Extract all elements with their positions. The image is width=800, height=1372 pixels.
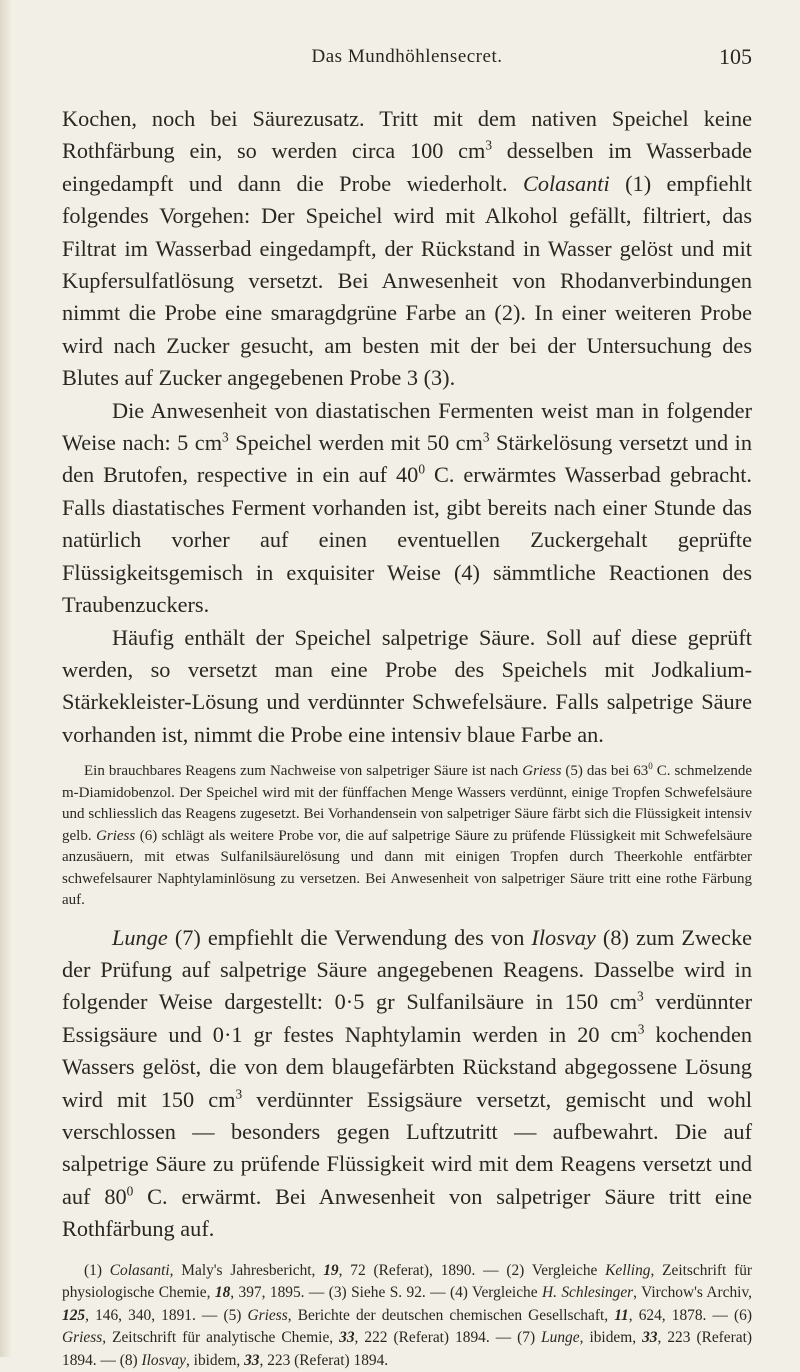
author-name: Griess	[62, 1329, 103, 1347]
text-run: Kochen, noch bei Säurezusatz. Tritt mit dem nativen Speichel keine Rothfärbung ein, so werden circa 100 cm	[62, 106, 752, 164]
text-run: , Zeitschrift für analytische Chemie,	[102, 1329, 340, 1347]
text-run: (7) empfiehlt die Verwendung des von	[167, 924, 532, 950]
volume-number: 18	[214, 1284, 231, 1302]
superscript: 0	[418, 462, 426, 478]
paragraph-2	[62, 395, 752, 622]
author-name: Griess	[247, 1306, 288, 1324]
text-run: , 222 (Referat) 1894. — (7)	[354, 1329, 542, 1347]
text-run: , 223 (Referat) 1894. — (8)	[62, 1329, 752, 1369]
author-name: Colasanti	[109, 1261, 170, 1279]
text-run: Ein brauchbares Reagens zum Nachweise von salpetriger Säure ist nach	[84, 763, 523, 780]
author-name: Ilosvay	[531, 924, 596, 950]
superscript: 3	[485, 137, 493, 153]
text-run: , 223 (Referat) 1894.	[259, 1351, 389, 1369]
text-run: , ibidem,	[579, 1329, 643, 1347]
author-name: Kelling	[605, 1261, 651, 1279]
text-run: , ibidem,	[185, 1351, 245, 1369]
text-run: Stärkelösung versetzt und in den Brutofen, respective in ein auf 40	[62, 430, 752, 488]
author-name: Lunge	[112, 924, 168, 950]
text-run: (5) das bei 63	[561, 763, 649, 780]
text-run: C. schmelzende m-Diamidobenzol. Der Speichel wird mit der fünffachen Menge Wassers verdünnt, einige Tropfen Schwefelsäure und schliesslich das Reagens zugesetzt. Bei Vorhandensein von salpetriger Säure färbt sich die Flüssigkeit intensiv gelb.	[62, 763, 752, 844]
text-run: , 624, 1878. — (6)	[628, 1306, 752, 1324]
volume-number: 19	[323, 1261, 339, 1279]
author-name: Griess	[522, 763, 562, 780]
body-text	[62, 103, 752, 1372]
volume-number: 11	[614, 1306, 629, 1324]
author-name: Ilosvay	[141, 1351, 186, 1369]
volume-number: 33	[642, 1329, 658, 1347]
small-print-paragraph	[62, 761, 752, 912]
text-run: Häufig enthält der Speichel salpetrige Säure. Soll auf diese geprüft werden, so versetzt man eine Probe des Speichels mit Jodkalium-Stärkekleister-Lösung und verdünnter Schwefelsäure. Falls salpetrige Säure vorhanden ist, nimmt die Probe eine intensiv blaue Farbe an.	[62, 624, 752, 747]
text-run: , Virchow's Archiv,	[633, 1284, 752, 1302]
text-run: , Maly's Jahresbericht,	[169, 1261, 324, 1279]
author-name: Griess	[96, 827, 136, 844]
volume-number: 33	[339, 1329, 355, 1347]
volume-number: 125	[62, 1306, 86, 1324]
superscript: 3	[482, 429, 490, 445]
author-name: Colasanti	[522, 170, 610, 196]
author-name: Lunge	[541, 1329, 580, 1347]
page-edge-shadow	[0, 0, 12, 1357]
paragraph-4	[62, 922, 752, 1246]
paragraph-1	[62, 103, 752, 395]
text-run: verdünnter Essigsäure versetzt, gemischt und wohl verschlossen — besonders gegen Luftzutritt — aufbewahrt. Die auf salpetrige Säure zu prüfende Flüssigkeit wird mit dem Reagens versetzt und auf 80	[62, 1086, 753, 1209]
text-run: Die Anwesenheit von diastatischen Fermenten weist man in folgender Weise nach: 5 cm	[62, 397, 752, 456]
superscript: 3	[235, 1086, 243, 1102]
text-run: (1) empfiehlt folgendes Vorgehen: Der Speichel wird mit Alkohol gefällt, filtriert, das Filtrat im Wasserbad eingedampft, der Rückstand in Wasser gelöst und mit Kupfersulfatlösung versetzt. Bei Anwesenheit von Rhodanverbindungen nimmt die Probe eine smaragdgrüne Farbe an (2). In einer weiteren Probe wird nach Zucker gesucht, am besten mit der bei der Untersuchung des Blutes auf Zucker angegebenen Probe 3 (3).	[62, 170, 752, 391]
text-run: verdünnter Essigsäure und 0·1 gr festes Naphtylamin werden in 20 cm	[62, 989, 752, 1047]
text-run: C. erwärmt. Bei Anwesenheit von salpetriger Säure tritt eine Rothfärbung auf.	[62, 1183, 753, 1242]
text-run: desselben im Wasserbade eingedampft und dann die Probe wiederholt.	[62, 138, 752, 196]
paragraph-3	[62, 622, 752, 752]
superscript: 3	[222, 429, 229, 445]
superscript: 3	[637, 989, 644, 1005]
author-name: H. Schlesinger	[541, 1284, 634, 1302]
volume-number: 33	[244, 1351, 260, 1369]
text-run: , 146, 340, 1891. — (5)	[85, 1306, 248, 1324]
footnotes	[62, 1260, 752, 1372]
page-header	[62, 44, 752, 74]
text-run: Speichel werden mit 50 cm	[228, 430, 483, 456]
text-run: (8) zum Zwecke der Prüfung auf salpetrige Säure angegebenen Reagens. Dasselbe wird in folgender Weise dargestellt: 0·5 gr Sulfanilsäure in 150 cm	[62, 924, 752, 1015]
text-run: , 397, 1895. — (3) Siehe S. 92. — (4) Vergleiche	[230, 1284, 542, 1302]
text-run: , 72 (Referat), 1890. — (2) Vergleiche	[338, 1261, 606, 1279]
text-run: kochenden Wassers gelöst, die von dem blaugefärbten Rückstand abgegossene Lösung wird mit 150 cm	[62, 1021, 752, 1112]
running-title: Das Mundhöhlensecret.	[311, 46, 503, 67]
superscript: 0	[648, 761, 653, 772]
superscript: 3	[637, 1021, 645, 1037]
page-number: 105	[719, 44, 752, 69]
text-run: (1)	[84, 1261, 110, 1279]
text-run: (6) schlägt als weitere Probe vor, die auf salpetrige Säure zu prüfende Flüssigkeit mit Schwefelsäure anzusäuern, mit etwas Sulfanilsäurelösung und dann mit einigen Tropfen durch Theerkohle entfärbter schwefelsaurer Naphtylaminlösung zu versetzen. Bei Anwesenheit von salpetriger Säure tritt eine rothe Färbung auf.	[62, 827, 753, 909]
text-run: , Zeitschrift für physiologische Chemie,	[62, 1261, 753, 1302]
text-run: , Berichte der deutschen chemischen Gesellschaft,	[287, 1306, 615, 1324]
text-run: C. erwärmtes Wasserbad gebracht. Falls diastatisches Ferment vorhanden ist, gibt bereits nach einer Stunde das natürlich vorher auf einen eventuellen Zuckergehalt geprüfte Flüssigkeitsgemisch in exquisiter Weise (4) sämmtliche Reactionen des Traubenzuckers.	[62, 462, 752, 618]
superscript: 0	[126, 1183, 134, 1199]
